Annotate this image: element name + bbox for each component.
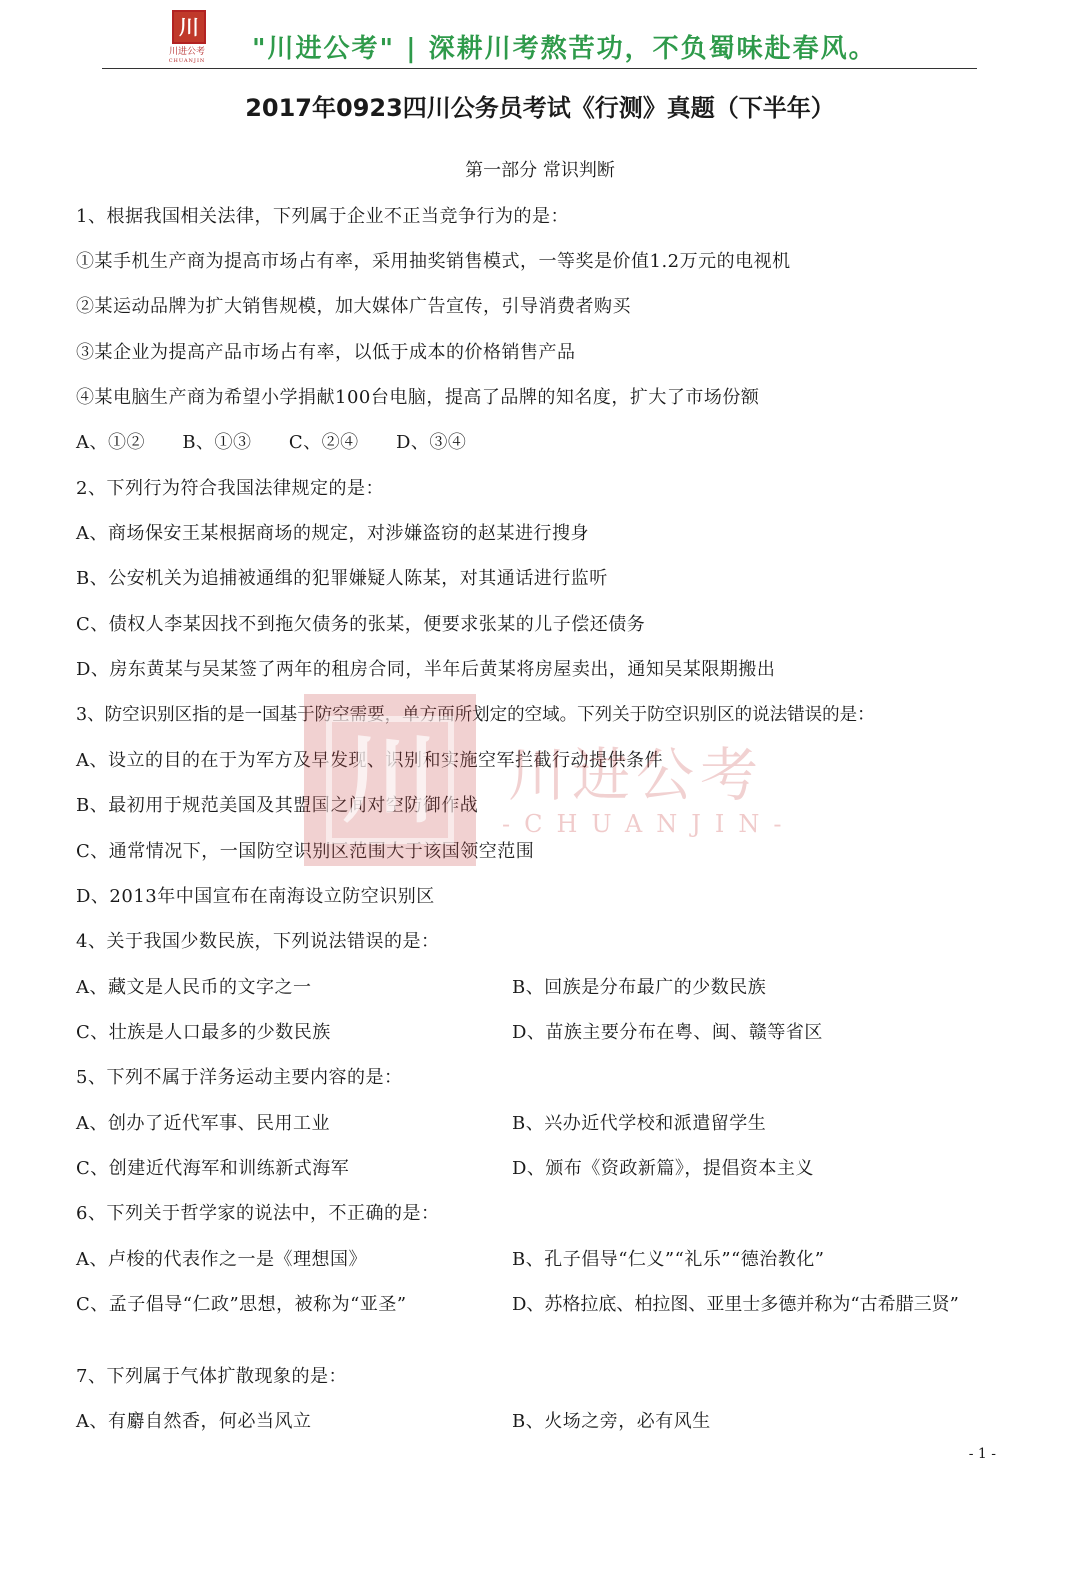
question-line: C、债权人李某因找不到拖欠债务的张某，便要求张某的儿子偿还债务 [76,614,646,635]
watermark-text-en: -CHUANJIN- [502,810,796,838]
question-line: 5、下列不属于洋务运动主要内容的是： [76,1067,403,1088]
option-right: B、孔子倡导“仁义”“礼乐”“德治教化” [512,1249,825,1270]
question-line: ④某电脑生产商为希望小学捐献100台电脑，提高了品牌的知名度，扩大了市场份额 [76,387,760,408]
option-left: C、创建近代海军和训练新式海军 [76,1158,350,1179]
question-line: C、通常情况下，一国防空识别区范围大于该国领空范围 [76,841,535,862]
question-line: 2、下列行为符合我国法律规定的是： [76,478,384,499]
option-left: A、有麝自然香，何必当风立 [76,1411,312,1432]
question-line: ③某企业为提高产品市场占有率，以低于成本的价格销售产品 [76,342,576,363]
logo-text-cn: 川进公考 [168,47,205,57]
page-header [102,0,977,70]
question-line: ②某运动品牌为扩大销售规模，加大媒体广告宣传，引导消费者购买 [76,296,631,317]
logo-mark: 川 [172,10,206,44]
page-number: - 1 - [968,1446,996,1462]
question-line: D、2013年中国宣布在南海设立防空识别区 [76,886,435,907]
option-right: D、颁布《资政新篇》，提倡资本主义 [512,1158,814,1179]
header-divider [102,68,977,69]
question-line: D、房东黄某与吴某签了两年的租房合同，半年后黄某将房屋卖出，通知吴某限期搬出 [76,659,776,680]
option-right: D、苗族主要分布在粤、闽、赣等省区 [512,1022,823,1043]
option-left: A、创办了近代军事、民用工业 [76,1113,330,1134]
option-left: C、孟子倡导“仁政”思想，被称为“亚圣” [76,1294,407,1315]
question-line: 1、根据我国相关法律，下列属于企业不正当竞争行为的是： [76,206,569,227]
watermark-text-cn: 川进公考 [508,741,765,809]
section-heading: 第一部分 常识判断 [465,160,615,181]
document-title: 2017年0923四川公务员考试《行测》真题（下半年） [245,94,835,122]
brand-logo [160,6,214,68]
question-line: A、商场保安王某根据商场的规定，对涉嫌盗窃的赵某进行搜身 [76,523,589,544]
option-right: D、苏格拉底、柏拉图、亚里士多德并称为“古希腊三贤” [512,1294,959,1315]
question-line: 3、防空识别区指的是一国基于防空需要，单方面所划定的空域。下列关于防空识别区的说法错误的是： [76,705,875,725]
header-slogan: "川进公考" | 深耕川考熬苦功，不负蜀味赴春风。 [252,34,877,64]
logo-text-en: CHUANJIN [168,58,206,64]
option-left: A、藏文是人民币的文字之一 [76,977,312,998]
question-line: ①某手机生产商为提高市场占有率，采用抽奖销售模式，一等奖是价值1.2万元的电视机 [76,251,791,272]
option-right: B、回族是分布最广的少数民族 [512,977,767,998]
question-line: B、最初用于规范美国及其盟国之间对空防御作战 [76,795,479,816]
option-right: B、兴办近代学校和派遣留学生 [512,1113,767,1134]
answer-options: A、①② B、①③ C、②④ D、③④ [76,432,467,453]
option-right: B、火场之旁，必有风生 [512,1411,711,1432]
question-line: B、公安机关为追捕被通缉的犯罪嫌疑人陈某，对其通话进行监听 [76,568,608,589]
question-line: 7、下列属于气体扩散现象的是： [76,1366,347,1387]
option-left: C、壮族是人口最多的少数民族 [76,1022,331,1043]
question-line: 4、关于我国少数民族，下列说法错误的是： [76,931,440,952]
watermark-glyph: 川 [326,716,454,844]
option-left: A、卢梭的代表作之一是《理想国》 [76,1249,367,1270]
question-line: 6、下列关于哲学家的说法中，不正确的是： [76,1203,440,1224]
question-line: A、设立的目的在于为军方及早发现、识别和实施空军拦截行动提供条件 [76,750,663,771]
